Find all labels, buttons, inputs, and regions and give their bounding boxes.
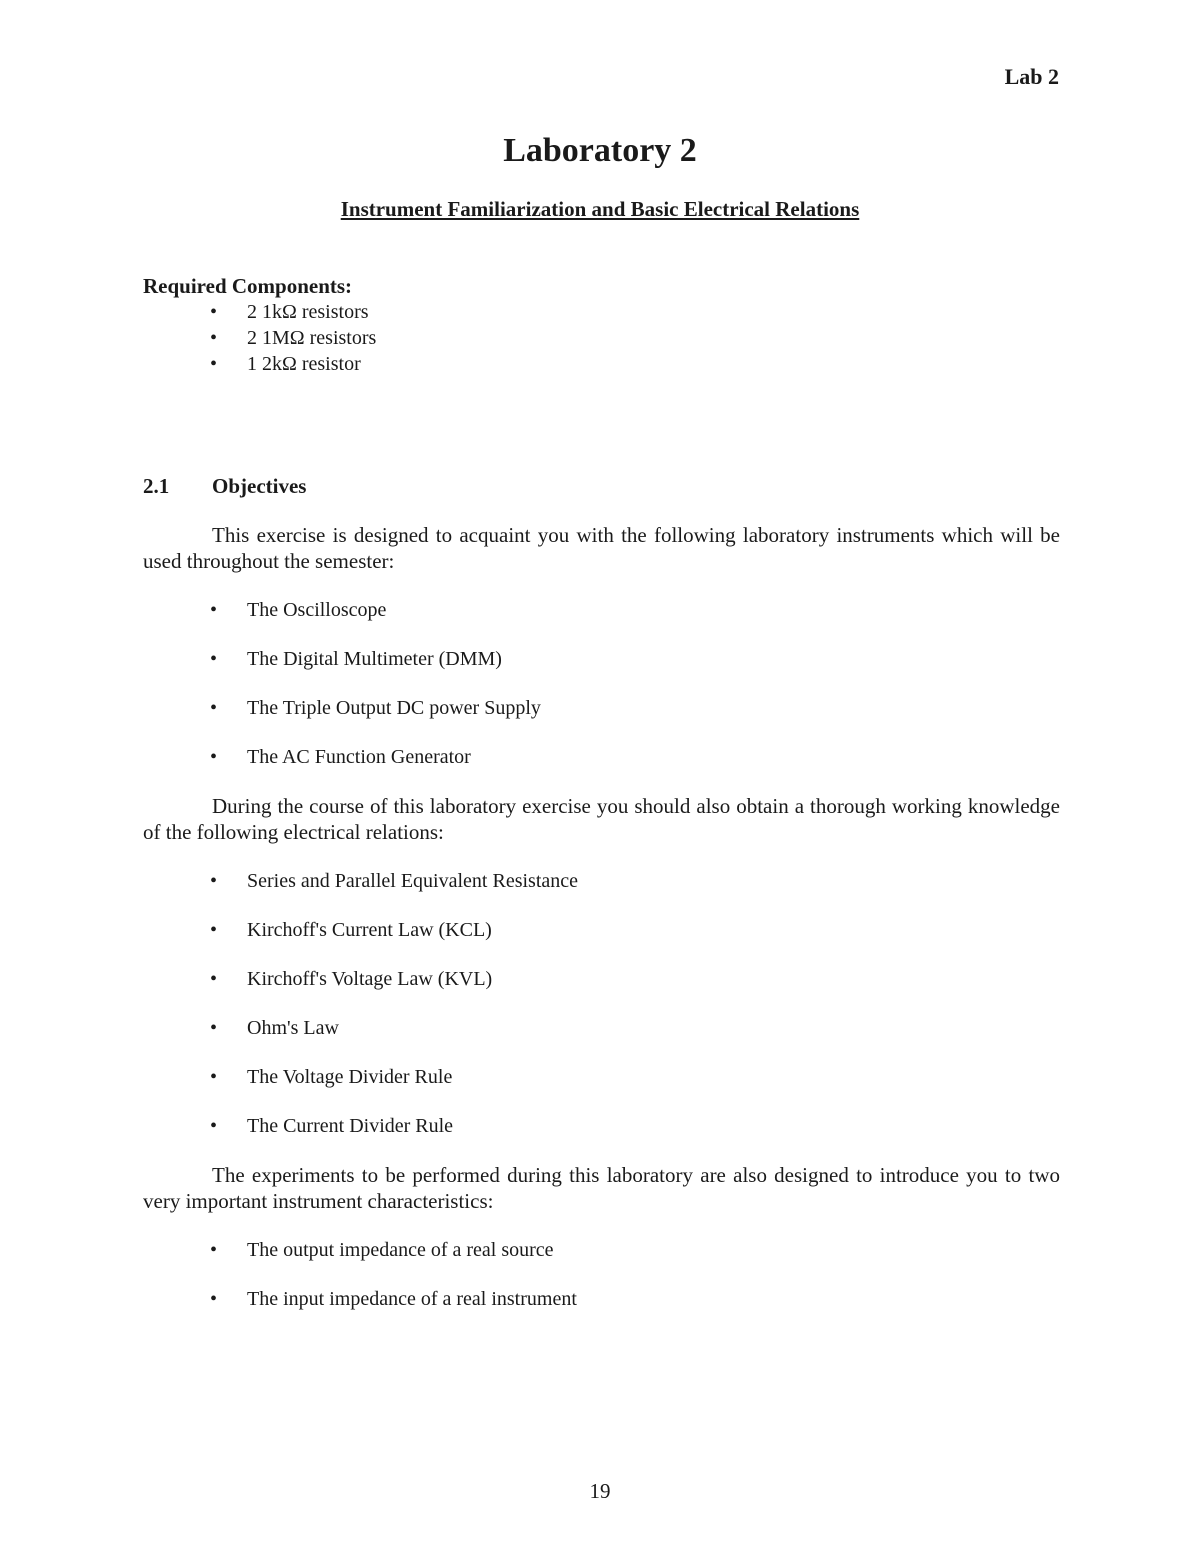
list-item-text: The Voltage Divider Rule [247, 1066, 453, 1088]
list-item [210, 744, 541, 793]
list-item [210, 351, 376, 377]
bullet-icon: • [210, 1115, 218, 1137]
characteristics-list [210, 1237, 577, 1335]
bullet-icon: • [210, 327, 218, 349]
bullet-icon: • [210, 968, 218, 990]
required-components-list [210, 299, 376, 377]
list-item-text: Ohm's Law [247, 1017, 339, 1039]
list-item-text: The output impedance of a real source [247, 1239, 554, 1261]
list-item [210, 1113, 578, 1162]
bullet-icon: • [210, 919, 218, 941]
instruments-list [210, 597, 541, 793]
list-item [210, 917, 578, 966]
objectives-intro-paragraph: This exercise is designed to acquaint you with the following laboratory instruments which will be used throughout the semester: [143, 523, 1060, 573]
section-title: Objectives [212, 474, 307, 498]
section-number: 2.1 [143, 474, 170, 498]
list-item [210, 1237, 577, 1286]
list-item-text: Kirchoff's Current Law (KCL) [247, 919, 492, 941]
list-item-text: The Digital Multimeter (DMM) [247, 648, 502, 670]
page-subtitle: Instrument Familiarization and Basic Electrical Relations [340, 197, 860, 221]
page-number: 19 [589, 1479, 611, 1503]
characteristics-intro-paragraph: The experiments to be performed during this laboratory are also designed to introduce you to two very important instrument characteristics: [143, 1163, 1060, 1213]
bullet-icon: • [210, 1239, 218, 1261]
bullet-icon: • [210, 1288, 218, 1310]
list-item-text: The input impedance of a real instrument [247, 1288, 577, 1310]
relations-intro-paragraph: During the course of this laboratory exercise you should also obtain a thorough working knowledge of the following electrical relations: [143, 794, 1060, 844]
list-item-text: Series and Parallel Equivalent Resistance [247, 870, 579, 892]
bullet-icon: • [210, 697, 218, 719]
required-components-heading: Required Components: [143, 274, 353, 298]
bullet-icon: • [210, 1017, 218, 1039]
list-item [210, 597, 541, 646]
list-item-text: 2 1MΩ resistors [247, 327, 377, 349]
list-item [210, 966, 578, 1015]
bullet-icon: • [210, 1066, 218, 1088]
list-item-text: The Triple Output DC power Supply [247, 697, 541, 719]
bullet-icon: • [210, 599, 218, 621]
bullet-icon: • [210, 870, 218, 892]
list-item [210, 1286, 577, 1335]
list-item [210, 299, 376, 325]
page-title: Laboratory 2 [503, 132, 697, 169]
bullet-icon: • [210, 353, 218, 375]
relations-list [210, 868, 578, 1162]
list-item [210, 1064, 578, 1113]
list-item [210, 868, 578, 917]
list-item-text: The Current Divider Rule [247, 1115, 454, 1137]
bullet-icon: • [210, 648, 218, 670]
list-item [210, 1015, 578, 1064]
list-item [210, 325, 376, 351]
list-item-text: 2 1kΩ resistors [247, 301, 369, 323]
list-item-text: Kirchoff's Voltage Law (KVL) [247, 968, 493, 990]
bullet-icon: • [210, 746, 218, 768]
list-item [210, 646, 541, 695]
bullet-icon: • [210, 301, 218, 323]
list-item [210, 695, 541, 744]
page-header: Lab 2 [1004, 64, 1059, 89]
list-item-text: 1 2kΩ resistor [247, 353, 361, 375]
list-item-text: The Oscilloscope [247, 599, 387, 621]
list-item-text: The AC Function Generator [247, 746, 471, 768]
